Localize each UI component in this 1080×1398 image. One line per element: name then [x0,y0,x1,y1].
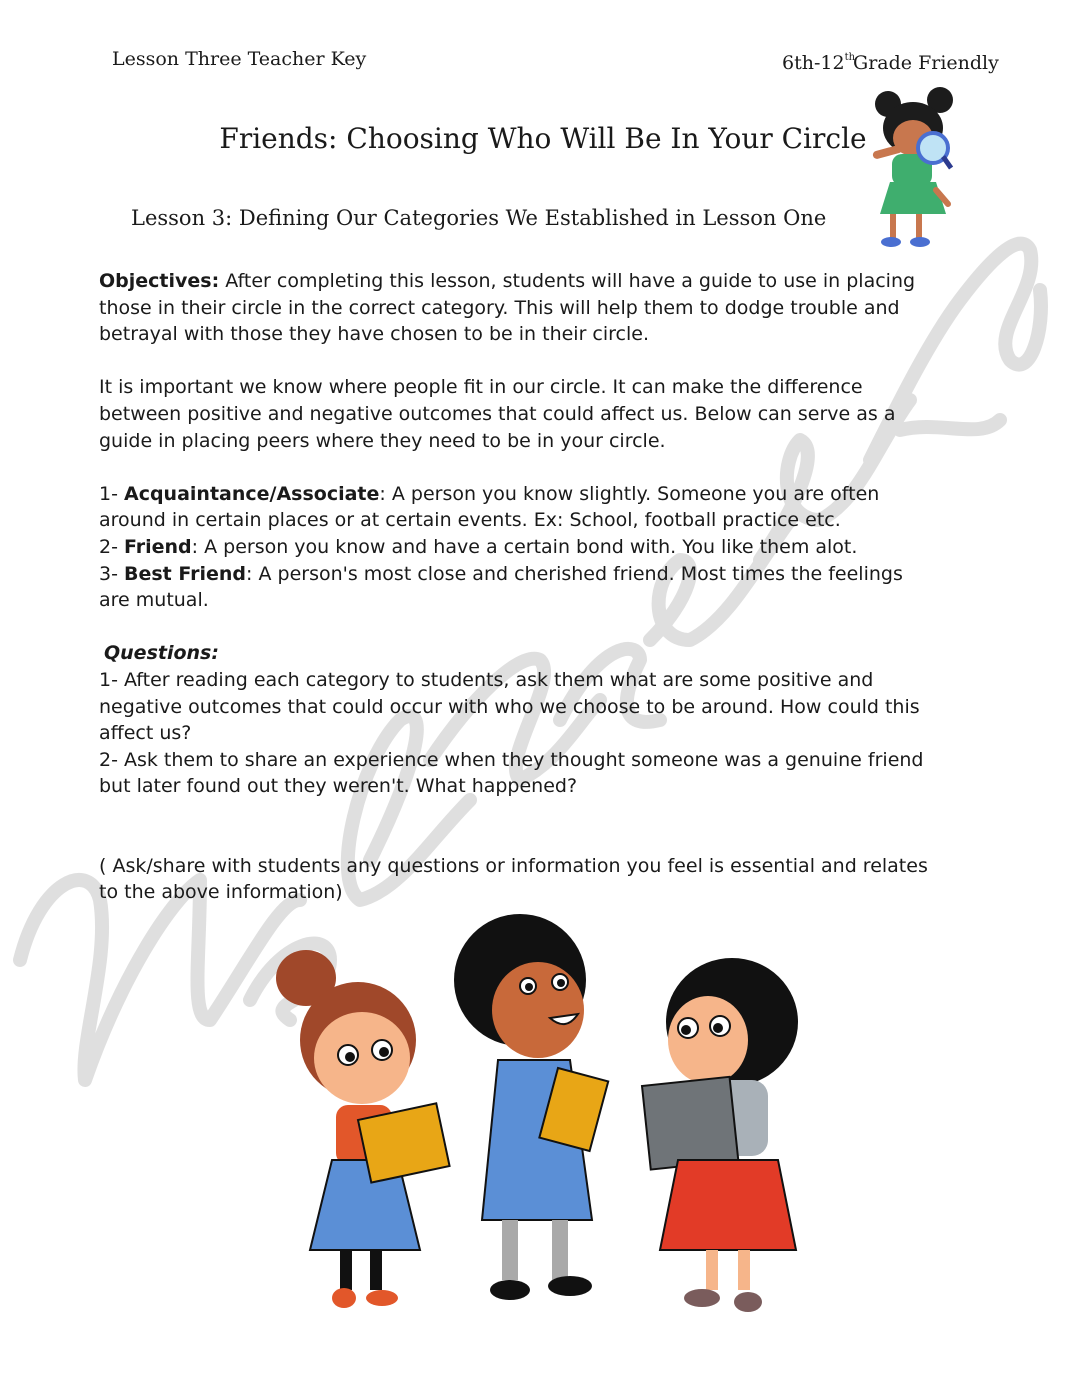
category-item [99,534,929,561]
category-number: 1- [99,482,124,505]
category-term: Friend [123,535,192,558]
grade-suffix: Grade Friendly [853,52,999,74]
header-lesson-label: Lesson Three Teacher Key [112,48,367,70]
questions-heading: Questions: [104,642,219,665]
closing-note: ( Ask/share with students any questions or information you feel is essential and relates to the above information) [99,854,928,904]
question-item: 1- After reading each category to students, ask them what are some positive and negative outcomes that could occur with who we choose to be around. How could this affect us? [99,668,920,745]
girl-with-magnifier-illustration [858,86,958,256]
category-number: 3- [99,562,124,585]
category-definition: : A person's most close and cherished friend. Most times the feelings are mutual. [99,562,903,612]
grade-prefix: 6th-12 [782,52,845,74]
header-grade-label [782,52,999,74]
category-number: 2- [99,535,124,558]
category-term: Best Friend [123,562,247,585]
lesson-subtitle: Lesson 3: Defining Our Categories We Established in Lesson One [131,206,827,230]
objectives-text: After completing this lesson, students will have a guide to use in placing those in their circle in the correct category. This will help them to dodge trouble and betrayal with those they have chosen to be in their circle. [99,270,916,346]
category-term: Acquaintance/Associate [123,482,380,505]
grade-superscript: th [844,52,856,63]
lesson-body [99,268,929,906]
objectives-paragraph [99,268,929,348]
intro-paragraph: It is important we know where people fit in our circle. It can make the difference between positive and negative outcomes that could affect us. Below can serve as a guide in placing peers where they need to be in your circle. [99,376,896,452]
objectives-label: Objectives: [99,270,220,292]
category-definition: : A person you know and have a certain bond with. You like them alot. [191,535,858,558]
page-title: Friends: Choosing Who Will Be In Your Circle [219,122,867,155]
kids-reading-illustration [270,910,810,1340]
category-item [99,561,929,614]
question-item: 2- Ask them to share an experience when they thought someone was a genuine friend but later found out they weren't. What happened? [99,748,924,798]
category-item [99,481,929,534]
category-definition: : A person you know slightly. Someone you are often around in certain places or at certain events. Ex: School, football practice etc. [99,482,880,532]
